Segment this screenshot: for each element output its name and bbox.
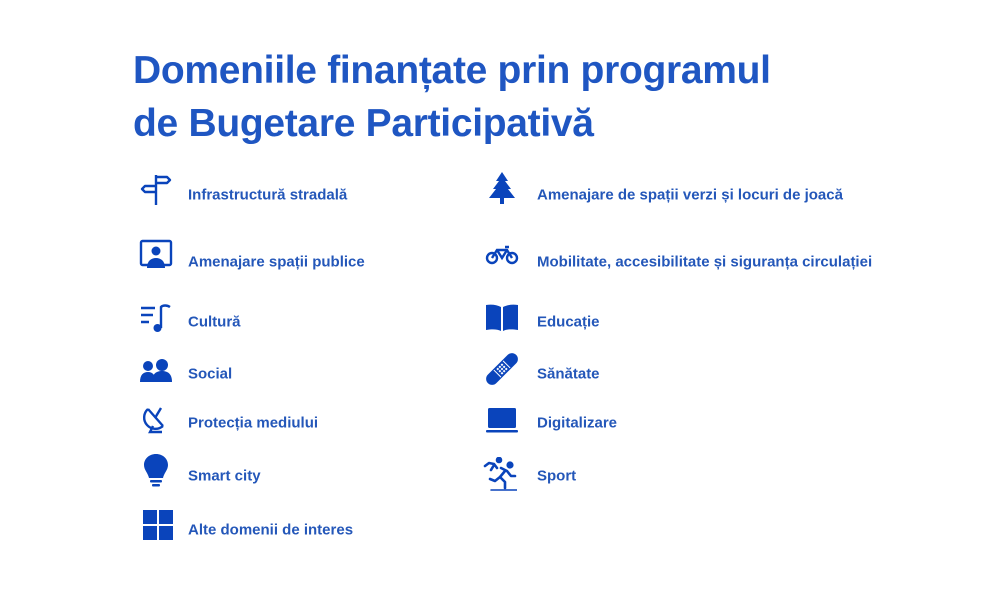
domain-sport: Sport — [537, 467, 577, 485]
signpost-icon — [138, 172, 174, 208]
domain-educatie: Educație — [537, 313, 600, 331]
bandage-icon — [484, 351, 520, 387]
title-line-1: Domeniile finanțate prin programul — [133, 49, 771, 92]
satellite-dish-icon — [138, 402, 174, 438]
domain-digitalizare: Digitalizare — [537, 414, 618, 432]
running-icon — [482, 456, 518, 492]
people-icon — [138, 354, 174, 390]
title-line-2: de Bugetare Participativă — [133, 102, 594, 145]
domain-smart-city: Smart city — [188, 467, 261, 485]
domain-amenajare-spatii-publice: Amenajare spații publice — [188, 253, 365, 271]
laptop-icon — [484, 402, 520, 438]
book-icon — [484, 300, 520, 336]
domain-spatii-verzi: Amenajare de spații verzi și locuri de joacă — [537, 186, 843, 204]
bicycle-icon — [484, 237, 520, 273]
lightbulb-icon — [138, 452, 174, 488]
domain-sanatate: Sănătate — [537, 365, 600, 383]
page-title — [133, 44, 771, 150]
domain-social: Social — [188, 365, 233, 383]
domain-protectia-mediului: Protecția mediului — [188, 414, 319, 432]
grid-icon — [140, 507, 176, 543]
domain-alte-domenii: Alte domenii de interes — [188, 521, 354, 539]
person-screen-icon — [138, 237, 174, 273]
domain-cultura: Cultură — [188, 313, 241, 331]
tree-icon — [484, 170, 520, 206]
music-list-icon — [138, 300, 174, 336]
domain-mobilitate: Mobilitate, accesibilitate și siguranța circulației — [537, 253, 873, 271]
domain-infrastructura-stradala: Infrastructură stradală — [188, 186, 348, 204]
